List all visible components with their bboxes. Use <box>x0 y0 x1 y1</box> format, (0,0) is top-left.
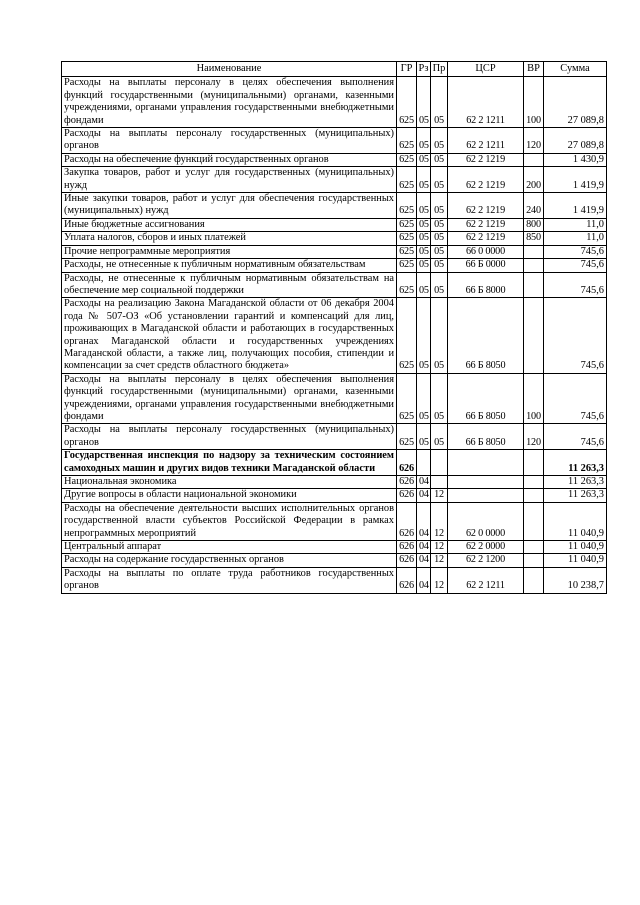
row-rz: 04 <box>417 554 431 567</box>
row-pr: 05 <box>431 77 448 128</box>
row-name: Иные бюджетные ассигнования <box>62 218 397 231</box>
row-vr <box>524 272 544 298</box>
row-rz: 04 <box>417 502 431 540</box>
row-rz: 05 <box>417 167 431 193</box>
row-sum: 745,6 <box>544 245 607 258</box>
row-vr <box>524 245 544 258</box>
header-name: Наименование <box>62 62 397 77</box>
row-name: Уплата налогов, сборов и иных платежей <box>62 232 397 245</box>
header-rz: Рз <box>417 62 431 77</box>
table-row <box>62 128 607 154</box>
table-row <box>62 298 607 373</box>
row-gr: 625 <box>397 272 417 298</box>
budget-table <box>61 61 607 594</box>
row-csr <box>448 450 524 476</box>
row-rz: 05 <box>417 272 431 298</box>
row-vr <box>524 476 544 489</box>
table-row <box>62 193 607 219</box>
row-rz <box>417 450 431 476</box>
row-rz: 05 <box>417 77 431 128</box>
table-row <box>62 424 607 450</box>
row-pr: 12 <box>431 502 448 540</box>
row-sum: 1 430,9 <box>544 153 607 166</box>
row-pr: 05 <box>431 153 448 166</box>
row-name: Расходы на выплаты по оплате труда работников государственных органов <box>62 567 397 593</box>
table-header-row <box>62 62 607 77</box>
header-gr: ГР <box>397 62 417 77</box>
row-gr: 625 <box>397 77 417 128</box>
row-rz: 05 <box>417 373 431 424</box>
row-pr: 05 <box>431 424 448 450</box>
row-pr: 12 <box>431 541 448 554</box>
row-pr: 12 <box>431 554 448 567</box>
row-name: Закупка товаров, работ и услуг для государственных (муниципальных) нужд <box>62 167 397 193</box>
row-csr: 62 2 0000 <box>448 541 524 554</box>
row-pr: 12 <box>431 489 448 502</box>
row-gr: 626 <box>397 502 417 540</box>
row-rz: 05 <box>417 218 431 231</box>
row-gr: 625 <box>397 153 417 166</box>
row-vr <box>524 502 544 540</box>
header-vr: ВР <box>524 62 544 77</box>
row-csr: 66 Б 8050 <box>448 298 524 373</box>
row-sum: 745,6 <box>544 259 607 272</box>
table-row <box>62 259 607 272</box>
row-name: Расходы на выплаты персоналу государственных (муниципальных) органов <box>62 424 397 450</box>
row-vr: 120 <box>524 128 544 154</box>
table-row <box>62 77 607 128</box>
table-row <box>62 373 607 424</box>
row-name: Расходы на выплаты персоналу в целях обеспечения выполнения функций государственными (муниципальными) органами, казенными учреждениями, органами управления государственными внебюджетными фондами <box>62 373 397 424</box>
row-vr <box>524 489 544 502</box>
row-pr: 05 <box>431 232 448 245</box>
table-row <box>62 554 607 567</box>
header-pr: Пр <box>431 62 448 77</box>
row-csr: 66 Б 0000 <box>448 259 524 272</box>
row-name: Государственная инспекция по надзору за техническим состоянием самоходных машин и других видов техники Магаданской области <box>62 450 397 476</box>
row-csr <box>448 476 524 489</box>
row-vr <box>524 541 544 554</box>
row-pr: 05 <box>431 373 448 424</box>
row-gr: 626 <box>397 567 417 593</box>
row-sum: 11 263,3 <box>544 476 607 489</box>
row-pr: 05 <box>431 167 448 193</box>
row-rz: 05 <box>417 193 431 219</box>
row-sum: 11,0 <box>544 218 607 231</box>
row-sum: 11 040,9 <box>544 541 607 554</box>
row-vr: 240 <box>524 193 544 219</box>
row-csr: 62 2 1219 <box>448 232 524 245</box>
table-row <box>62 450 607 476</box>
row-pr: 05 <box>431 218 448 231</box>
row-vr <box>524 450 544 476</box>
row-name: Другие вопросы в области национальной экономики <box>62 489 397 502</box>
row-csr: 66 0 0000 <box>448 245 524 258</box>
table-row <box>62 476 607 489</box>
row-gr: 625 <box>397 373 417 424</box>
row-rz: 05 <box>417 259 431 272</box>
row-name: Расходы на обеспечение деятельности высших исполнительных органов государственной власти субъектов Российской Федерации в рамках непрограммных мероприятий <box>62 502 397 540</box>
table-row <box>62 167 607 193</box>
row-rz: 04 <box>417 541 431 554</box>
table-row <box>62 153 607 166</box>
row-csr: 62 2 1219 <box>448 193 524 219</box>
table-row <box>62 567 607 593</box>
row-name: Расходы, не отнесенные к публичным нормативным обязательствам на обеспечение мер социальной поддержки <box>62 272 397 298</box>
row-name: Национальная экономика <box>62 476 397 489</box>
row-vr: 850 <box>524 232 544 245</box>
row-sum: 745,6 <box>544 373 607 424</box>
row-csr: 66 Б 8050 <box>448 424 524 450</box>
row-rz: 05 <box>417 153 431 166</box>
row-sum: 11 263,3 <box>544 489 607 502</box>
table-row <box>62 232 607 245</box>
row-name: Прочие непрограммные мероприятия <box>62 245 397 258</box>
row-pr: 05 <box>431 272 448 298</box>
row-name: Иные закупки товаров, работ и услуг для обеспечения государственных (муниципальных) нужд <box>62 193 397 219</box>
row-gr: 626 <box>397 489 417 502</box>
row-csr: 62 0 0000 <box>448 502 524 540</box>
row-pr: 12 <box>431 567 448 593</box>
row-pr: 05 <box>431 193 448 219</box>
row-gr: 625 <box>397 128 417 154</box>
row-name: Расходы на содержание государственных органов <box>62 554 397 567</box>
row-name: Расходы на реализацию Закона Магаданской области от 06 декабря 2004 года № 507-ОЗ «Об установлении гарантий и компенсаций для лиц, проживающих в Магаданской области и работающих в государственных органах Магаданской области и государственных учреждениях Магаданской области, а также лиц, получающих пособия, стипендии и компенсации за счет средств областного бюджета» <box>62 298 397 373</box>
row-vr: 800 <box>524 218 544 231</box>
table-body <box>62 77 607 593</box>
row-vr: 120 <box>524 424 544 450</box>
row-gr: 625 <box>397 193 417 219</box>
row-csr: 62 2 1211 <box>448 77 524 128</box>
row-gr: 625 <box>397 298 417 373</box>
table-row <box>62 541 607 554</box>
row-sum: 11,0 <box>544 232 607 245</box>
row-rz: 05 <box>417 128 431 154</box>
row-rz: 04 <box>417 476 431 489</box>
header-sum: Сумма <box>544 62 607 77</box>
row-pr <box>431 476 448 489</box>
header-csr: ЦСР <box>448 62 524 77</box>
row-gr: 626 <box>397 450 417 476</box>
row-pr: 05 <box>431 259 448 272</box>
row-vr: 100 <box>524 373 544 424</box>
table-row <box>62 502 607 540</box>
row-sum: 1 419,9 <box>544 193 607 219</box>
row-sum: 745,6 <box>544 424 607 450</box>
row-vr <box>524 153 544 166</box>
row-vr: 200 <box>524 167 544 193</box>
row-rz: 05 <box>417 245 431 258</box>
row-csr: 62 2 1211 <box>448 128 524 154</box>
row-sum: 27 089,8 <box>544 77 607 128</box>
row-sum: 11 040,9 <box>544 502 607 540</box>
table-row <box>62 489 607 502</box>
row-gr: 625 <box>397 259 417 272</box>
row-vr <box>524 298 544 373</box>
row-gr: 626 <box>397 476 417 489</box>
row-gr: 626 <box>397 541 417 554</box>
row-sum: 745,6 <box>544 298 607 373</box>
row-pr: 05 <box>431 245 448 258</box>
row-sum: 11 263,3 <box>544 450 607 476</box>
row-rz: 04 <box>417 567 431 593</box>
row-gr: 625 <box>397 245 417 258</box>
row-gr: 625 <box>397 218 417 231</box>
row-sum: 10 238,7 <box>544 567 607 593</box>
row-vr: 100 <box>524 77 544 128</box>
row-csr: 62 2 1211 <box>448 567 524 593</box>
table-row <box>62 272 607 298</box>
row-gr: 625 <box>397 167 417 193</box>
row-name: Расходы, не отнесенные к публичным нормативным обязательствам <box>62 259 397 272</box>
row-rz: 05 <box>417 424 431 450</box>
row-name: Расходы на выплаты персоналу в целях обеспечения выполнения функций государственными (муниципальными) органами, казенными учреждениями, органами управления государственными внебюджетными фондами <box>62 77 397 128</box>
row-csr: 62 2 1219 <box>448 153 524 166</box>
row-pr: 05 <box>431 298 448 373</box>
table-row <box>62 218 607 231</box>
row-csr: 62 2 1219 <box>448 218 524 231</box>
row-rz: 05 <box>417 232 431 245</box>
row-rz: 04 <box>417 489 431 502</box>
row-name: Расходы на обеспечение функций государственных органов <box>62 153 397 166</box>
row-csr <box>448 489 524 502</box>
row-vr <box>524 567 544 593</box>
row-sum: 11 040,9 <box>544 554 607 567</box>
row-gr: 625 <box>397 232 417 245</box>
row-rz: 05 <box>417 298 431 373</box>
table-row <box>62 245 607 258</box>
row-pr <box>431 450 448 476</box>
row-gr: 626 <box>397 554 417 567</box>
row-gr: 625 <box>397 424 417 450</box>
row-csr: 66 Б 8000 <box>448 272 524 298</box>
row-vr <box>524 259 544 272</box>
row-sum: 27 089,8 <box>544 128 607 154</box>
row-csr: 62 2 1219 <box>448 167 524 193</box>
row-name: Расходы на выплаты персоналу государственных (муниципальных) органов <box>62 128 397 154</box>
row-csr: 66 Б 8050 <box>448 373 524 424</box>
row-name: Центральный аппарат <box>62 541 397 554</box>
row-csr: 62 2 1200 <box>448 554 524 567</box>
row-pr: 05 <box>431 128 448 154</box>
row-sum: 745,6 <box>544 272 607 298</box>
row-vr <box>524 554 544 567</box>
row-sum: 1 419,9 <box>544 167 607 193</box>
